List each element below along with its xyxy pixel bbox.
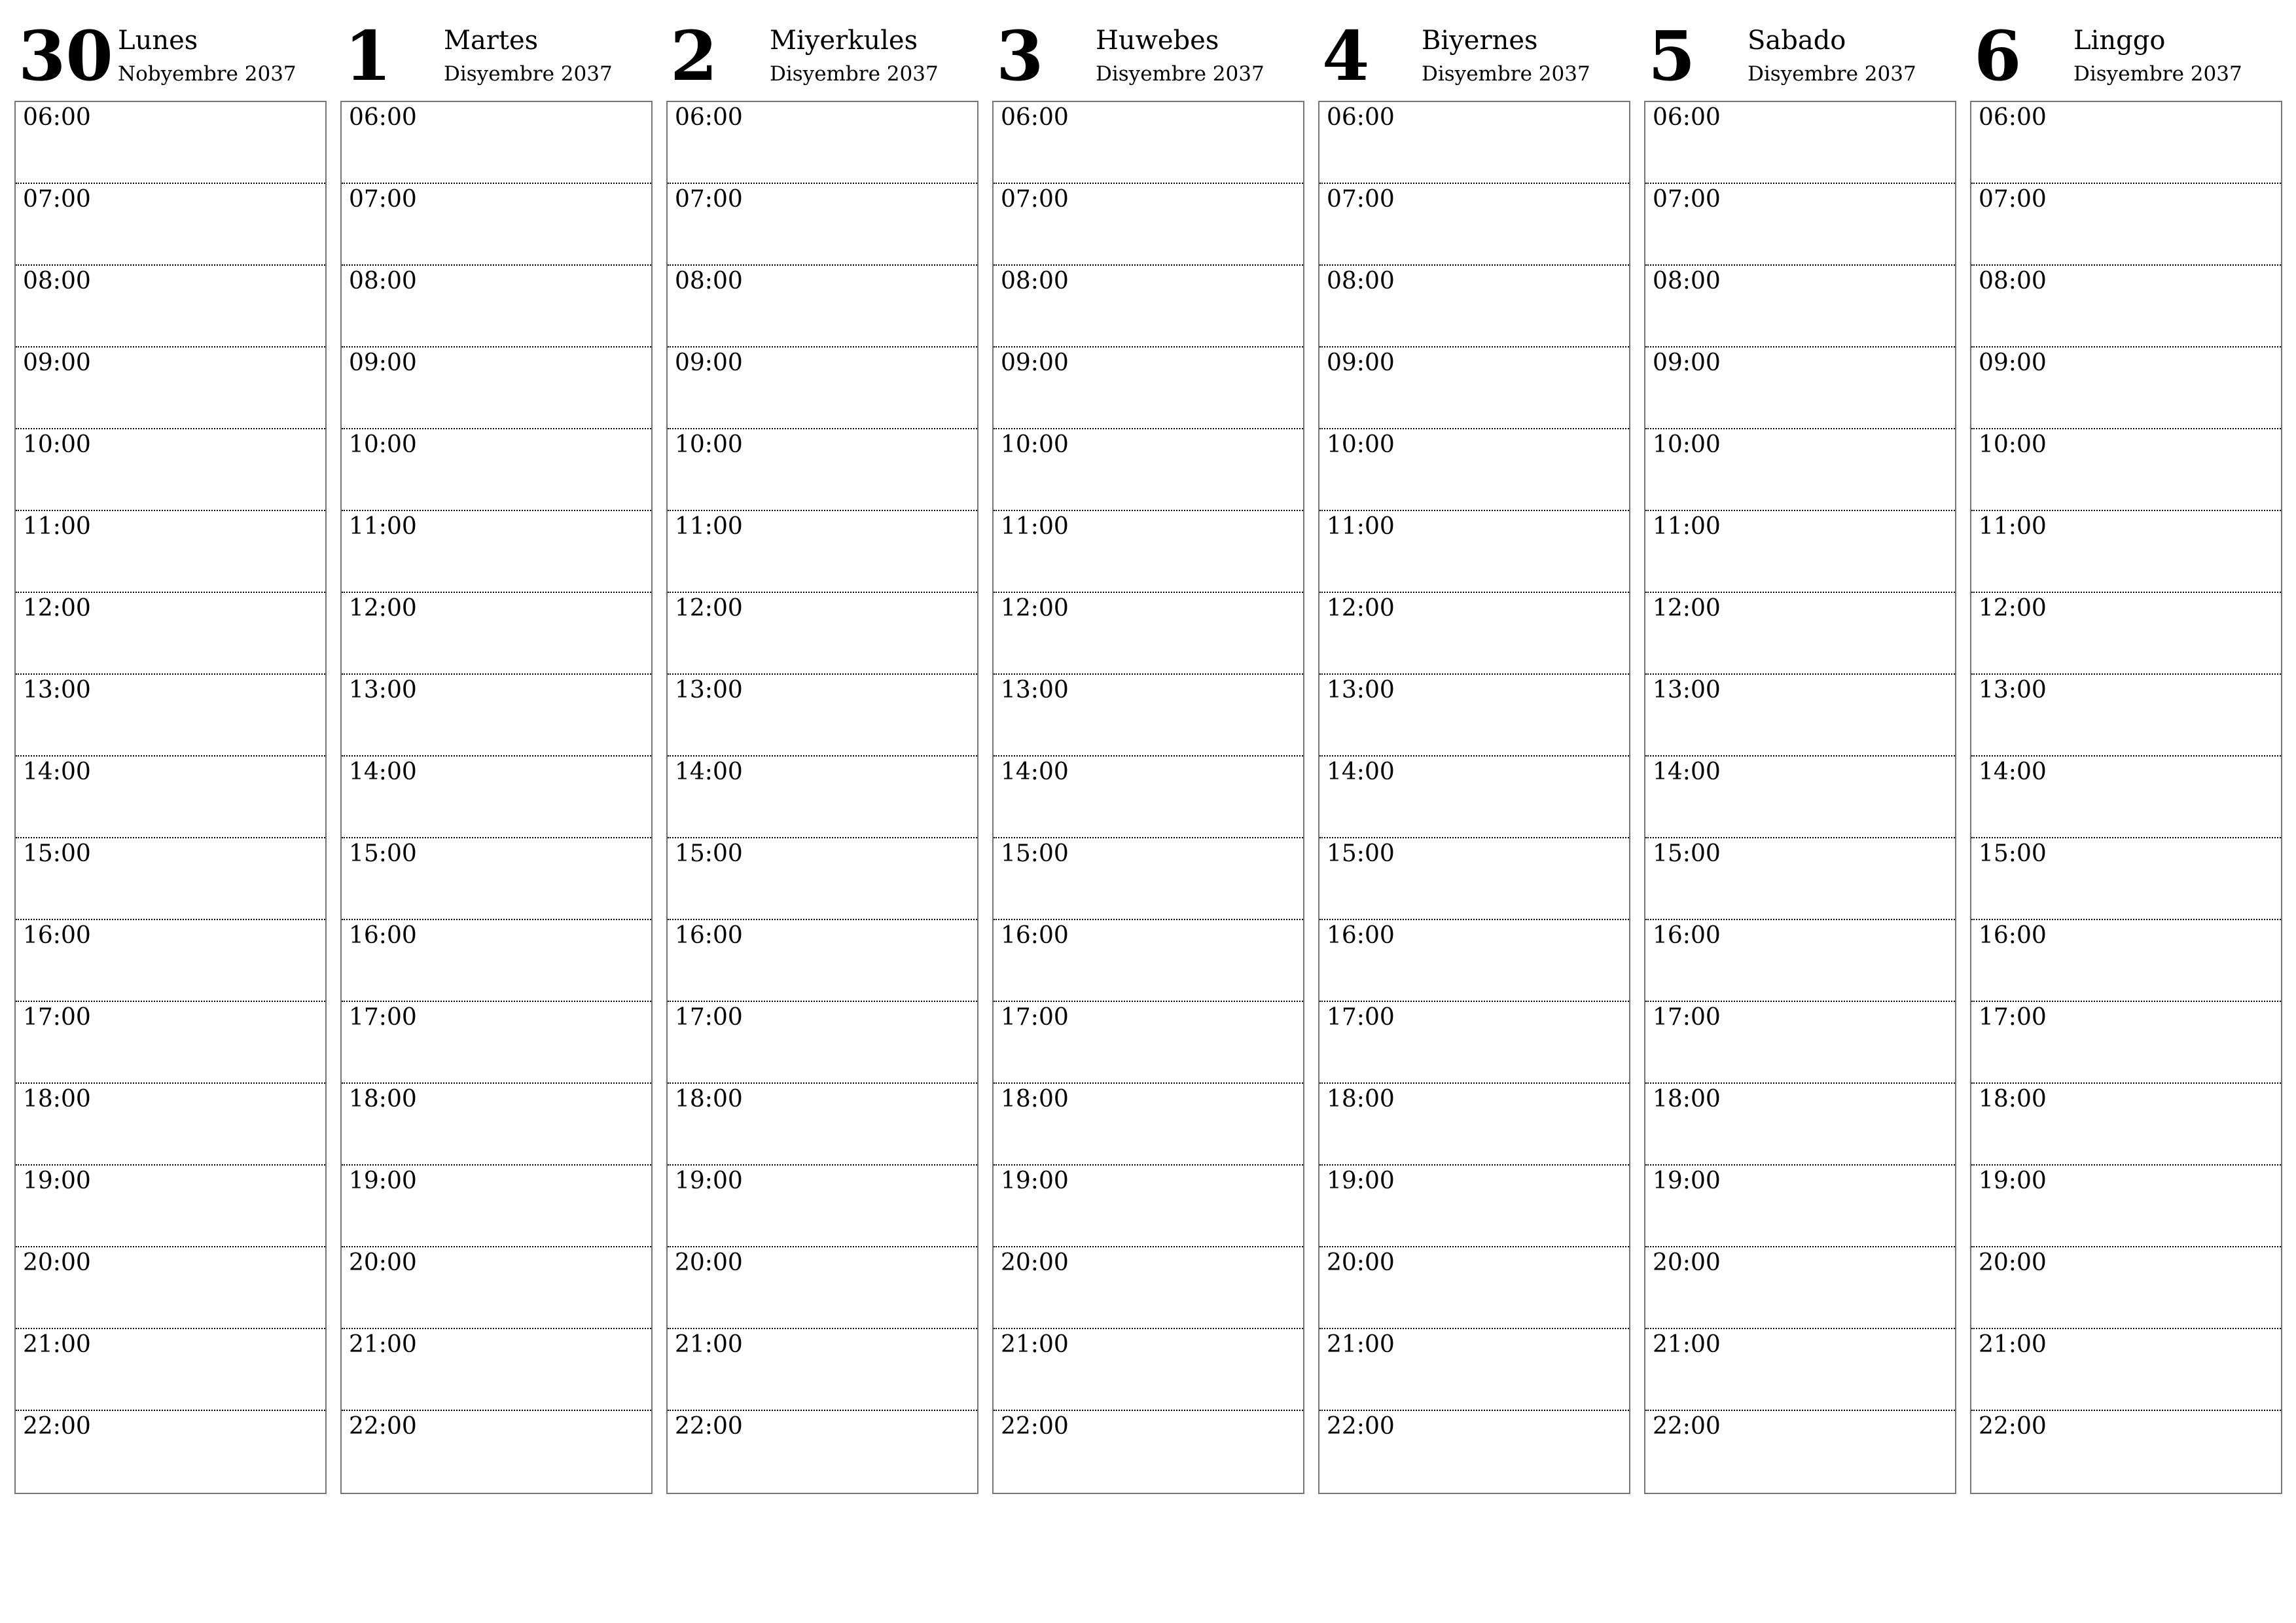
time-label: 09:00 <box>349 349 417 376</box>
time-slot <box>16 184 325 266</box>
time-label: 11:00 <box>1979 513 2047 540</box>
time-label: 21:00 <box>1001 1331 1069 1358</box>
time-slot <box>1645 1084 1955 1166</box>
time-label: 08:00 <box>1979 268 2047 294</box>
time-slot <box>668 266 977 348</box>
time-slot <box>342 593 651 675</box>
time-slot <box>1971 1247 2281 1329</box>
time-label: 22:00 <box>349 1413 417 1440</box>
time-label: 06:00 <box>349 104 417 131</box>
time-label: 14:00 <box>675 758 743 785</box>
time-label: 06:00 <box>1979 104 2047 131</box>
time-label: 07:00 <box>23 186 91 213</box>
time-label: 06:00 <box>1327 104 1395 131</box>
time-label: 13:00 <box>1327 677 1395 704</box>
time-label: 16:00 <box>23 922 91 949</box>
time-slot <box>342 1002 651 1084</box>
time-label: 16:00 <box>1327 922 1395 949</box>
time-slot <box>994 266 1303 348</box>
time-label: 21:00 <box>1327 1331 1395 1358</box>
time-slot <box>668 1084 977 1166</box>
time-label: 10:00 <box>1979 431 2047 458</box>
time-label: 11:00 <box>1653 513 1721 540</box>
time-slot <box>1971 511 2281 593</box>
day-schedule-box <box>992 101 1304 1494</box>
time-label: 11:00 <box>1001 513 1069 540</box>
time-label: 08:00 <box>675 268 743 294</box>
time-label: 07:00 <box>675 186 743 213</box>
time-label: 19:00 <box>675 1168 743 1194</box>
time-label: 11:00 <box>349 513 417 540</box>
time-label: 12:00 <box>349 595 417 622</box>
time-slot <box>342 675 651 757</box>
day-name: Miyerkules <box>770 26 918 56</box>
time-label: 08:00 <box>1327 268 1395 294</box>
time-slot <box>342 348 651 429</box>
time-label: 20:00 <box>1001 1249 1069 1276</box>
time-label: 13:00 <box>1001 677 1069 704</box>
time-slot <box>1645 1002 1955 1084</box>
time-slot <box>16 757 325 838</box>
time-label: 14:00 <box>23 758 91 785</box>
time-label: 13:00 <box>349 677 417 704</box>
time-slot <box>342 429 651 511</box>
time-label: 10:00 <box>1001 431 1069 458</box>
time-label: 21:00 <box>1979 1331 2047 1358</box>
time-label: 07:00 <box>1979 186 2047 213</box>
day-month-year: Disyembre 2037 <box>1096 62 1265 86</box>
time-slot <box>994 348 1303 429</box>
time-slot <box>16 102 325 184</box>
time-label: 15:00 <box>1327 840 1395 867</box>
time-slot <box>1645 266 1955 348</box>
time-slot <box>994 511 1303 593</box>
time-slot <box>1319 675 1629 757</box>
time-label: 11:00 <box>23 513 91 540</box>
day-schedule-box <box>1318 101 1630 1494</box>
time-label: 18:00 <box>1653 1086 1721 1113</box>
time-label: 06:00 <box>1653 104 1721 131</box>
time-label: 22:00 <box>675 1413 743 1440</box>
time-label: 21:00 <box>675 1331 743 1358</box>
time-label: 12:00 <box>1653 595 1721 622</box>
time-slot <box>668 348 977 429</box>
time-label: 08:00 <box>23 268 91 294</box>
time-slot <box>668 184 977 266</box>
time-slot <box>994 593 1303 675</box>
time-slot <box>1319 348 1629 429</box>
time-slot <box>994 1329 1303 1411</box>
time-slot <box>1971 266 2281 348</box>
time-slot <box>1645 920 1955 1002</box>
time-label: 18:00 <box>1979 1086 2047 1113</box>
time-slot <box>1319 1247 1629 1329</box>
time-slot <box>1971 1411 2281 1493</box>
time-slot <box>342 1247 651 1329</box>
day-month-year: Nobyembre 2037 <box>118 62 296 86</box>
time-slot <box>342 1411 651 1493</box>
time-slot <box>342 838 651 920</box>
time-slot <box>1971 838 2281 920</box>
time-label: 15:00 <box>1979 840 2047 867</box>
time-slot <box>1971 757 2281 838</box>
time-label: 17:00 <box>349 1004 417 1031</box>
time-label: 10:00 <box>675 431 743 458</box>
time-label: 19:00 <box>1653 1168 1721 1194</box>
time-label: 18:00 <box>675 1086 743 1113</box>
time-slot <box>668 429 977 511</box>
time-slot <box>16 1084 325 1166</box>
time-slot <box>668 511 977 593</box>
time-label: 18:00 <box>349 1086 417 1113</box>
time-slot <box>16 511 325 593</box>
time-label: 20:00 <box>23 1249 91 1276</box>
day-header <box>666 0 978 101</box>
time-slot <box>1645 511 1955 593</box>
time-label: 16:00 <box>1979 922 2047 949</box>
day-name: Biyernes <box>1422 26 1538 56</box>
time-slot <box>16 429 325 511</box>
time-label: 16:00 <box>349 922 417 949</box>
day-month-year: Disyembre 2037 <box>770 62 939 86</box>
time-slot <box>668 757 977 838</box>
time-label: 18:00 <box>23 1086 91 1113</box>
time-slot <box>994 102 1303 184</box>
time-slot <box>342 920 651 1002</box>
time-slot <box>16 920 325 1002</box>
time-label: 15:00 <box>1653 840 1721 867</box>
time-slot <box>994 1247 1303 1329</box>
time-slot <box>1971 1329 2281 1411</box>
time-label: 20:00 <box>1979 1249 2047 1276</box>
day-month-year: Disyembre 2037 <box>444 62 613 86</box>
time-label: 10:00 <box>349 431 417 458</box>
day-name: Sabado <box>1748 26 1846 56</box>
time-slot <box>1645 1247 1955 1329</box>
time-slot <box>994 757 1303 838</box>
time-label: 22:00 <box>1979 1413 2047 1440</box>
time-slot <box>1971 675 2281 757</box>
time-label: 20:00 <box>1653 1249 1721 1276</box>
time-slot <box>1645 675 1955 757</box>
time-label: 18:00 <box>1327 1086 1395 1113</box>
time-slot <box>1971 1002 2281 1084</box>
day-month-year: Disyembre 2037 <box>1748 62 1916 86</box>
time-slot <box>1645 102 1955 184</box>
time-slot <box>1971 1084 2281 1166</box>
time-label: 11:00 <box>675 513 743 540</box>
time-label: 09:00 <box>1653 349 1721 376</box>
day-name: Huwebes <box>1096 26 1219 56</box>
time-label: 13:00 <box>23 677 91 704</box>
time-label: 10:00 <box>1653 431 1721 458</box>
time-slot <box>342 1166 651 1247</box>
time-slot <box>16 593 325 675</box>
time-label: 07:00 <box>1327 186 1395 213</box>
time-slot <box>1319 757 1629 838</box>
time-label: 17:00 <box>1653 1004 1721 1031</box>
time-label: 17:00 <box>1327 1004 1395 1031</box>
time-label: 09:00 <box>1327 349 1395 376</box>
time-slot <box>994 838 1303 920</box>
time-slot <box>1319 184 1629 266</box>
time-slot <box>1319 1329 1629 1411</box>
time-slot <box>1645 838 1955 920</box>
time-label: 22:00 <box>1001 1413 1069 1440</box>
time-label: 17:00 <box>1979 1004 2047 1031</box>
time-label: 07:00 <box>1001 186 1069 213</box>
time-slot <box>342 1084 651 1166</box>
time-slot <box>1645 429 1955 511</box>
day-name: Martes <box>444 26 539 56</box>
time-label: 22:00 <box>23 1413 91 1440</box>
time-slot <box>1319 429 1629 511</box>
day-header <box>992 0 1304 101</box>
time-slot <box>668 1247 977 1329</box>
time-slot <box>16 266 325 348</box>
time-label: 21:00 <box>349 1331 417 1358</box>
time-slot <box>1645 593 1955 675</box>
time-slot <box>1645 757 1955 838</box>
time-slot <box>16 1247 325 1329</box>
time-slot <box>1319 838 1629 920</box>
time-label: 12:00 <box>675 595 743 622</box>
time-slot <box>994 920 1303 1002</box>
time-label: 16:00 <box>675 922 743 949</box>
time-slot <box>994 184 1303 266</box>
time-label: 19:00 <box>1327 1168 1395 1194</box>
time-slot <box>16 1002 325 1084</box>
time-slot <box>668 1002 977 1084</box>
time-label: 06:00 <box>1001 104 1069 131</box>
day-header <box>1318 0 1630 101</box>
time-slot <box>668 675 977 757</box>
time-slot <box>994 1084 1303 1166</box>
time-slot <box>1319 920 1629 1002</box>
time-slot <box>342 184 651 266</box>
time-slot <box>342 757 651 838</box>
time-slot <box>994 1411 1303 1493</box>
time-label: 06:00 <box>675 104 743 131</box>
time-slot <box>994 1166 1303 1247</box>
time-slot <box>668 1329 977 1411</box>
time-label: 19:00 <box>349 1168 417 1194</box>
time-slot <box>1645 184 1955 266</box>
time-slot <box>1645 348 1955 429</box>
time-slot <box>1319 593 1629 675</box>
time-slot <box>1971 429 2281 511</box>
time-slot <box>1319 1166 1629 1247</box>
time-slot <box>668 102 977 184</box>
time-slot <box>16 1329 325 1411</box>
time-label: 15:00 <box>349 840 417 867</box>
time-slot <box>668 593 977 675</box>
time-slot <box>994 1002 1303 1084</box>
time-label: 13:00 <box>675 677 743 704</box>
day-number: 3 <box>996 16 1044 96</box>
day-header <box>1970 0 2282 101</box>
time-label: 12:00 <box>1979 595 2047 622</box>
time-slot <box>342 511 651 593</box>
day-number: 1 <box>344 16 392 96</box>
day-name: Lunes <box>118 26 198 56</box>
day-header <box>14 0 327 101</box>
time-label: 10:00 <box>23 431 91 458</box>
day-number: 4 <box>1322 16 1370 96</box>
time-label: 07:00 <box>349 186 417 213</box>
time-label: 14:00 <box>349 758 417 785</box>
time-label: 19:00 <box>1979 1168 2047 1194</box>
time-slot <box>1645 1166 1955 1247</box>
day-number: 5 <box>1648 16 1696 96</box>
day-schedule-box <box>666 101 978 1494</box>
time-label: 08:00 <box>1653 268 1721 294</box>
day-schedule-box <box>1644 101 1956 1494</box>
time-slot <box>668 1411 977 1493</box>
time-label: 07:00 <box>1653 186 1721 213</box>
time-slot <box>1319 1084 1629 1166</box>
time-label: 14:00 <box>1979 758 2047 785</box>
time-label: 19:00 <box>23 1168 91 1194</box>
time-label: 20:00 <box>349 1249 417 1276</box>
time-slot <box>1971 102 2281 184</box>
time-label: 20:00 <box>1327 1249 1395 1276</box>
time-label: 22:00 <box>1327 1413 1395 1440</box>
time-label: 21:00 <box>1653 1331 1721 1358</box>
time-label: 12:00 <box>1327 595 1395 622</box>
day-name: Linggo <box>2073 26 2166 56</box>
time-slot <box>16 348 325 429</box>
time-slot <box>1319 266 1629 348</box>
time-slot <box>1971 348 2281 429</box>
time-label: 22:00 <box>1653 1413 1721 1440</box>
time-label: 10:00 <box>1327 431 1395 458</box>
time-label: 14:00 <box>1653 758 1721 785</box>
time-label: 19:00 <box>1001 1168 1069 1194</box>
time-slot <box>994 675 1303 757</box>
time-slot <box>1319 511 1629 593</box>
time-slot <box>668 1166 977 1247</box>
day-header <box>340 0 653 101</box>
time-label: 09:00 <box>1979 349 2047 376</box>
time-slot <box>1971 184 2281 266</box>
time-slot <box>16 1411 325 1493</box>
day-number: 30 <box>18 16 113 96</box>
time-slot <box>1645 1329 1955 1411</box>
time-label: 17:00 <box>675 1004 743 1031</box>
time-label: 08:00 <box>1001 268 1069 294</box>
day-header <box>1644 0 1956 101</box>
time-slot <box>1319 1002 1629 1084</box>
time-label: 15:00 <box>1001 840 1069 867</box>
time-slot <box>1971 593 2281 675</box>
time-slot <box>1971 1166 2281 1247</box>
time-label: 14:00 <box>1327 758 1395 785</box>
day-number: 6 <box>1974 16 2022 96</box>
time-label: 15:00 <box>675 840 743 867</box>
time-label: 17:00 <box>23 1004 91 1031</box>
time-label: 09:00 <box>1001 349 1069 376</box>
time-label: 13:00 <box>1979 677 2047 704</box>
time-label: 14:00 <box>1001 758 1069 785</box>
time-slot <box>16 838 325 920</box>
time-label: 18:00 <box>1001 1086 1069 1113</box>
time-slot <box>16 1166 325 1247</box>
time-slot <box>1319 1411 1629 1493</box>
time-label: 17:00 <box>1001 1004 1069 1031</box>
time-slot <box>994 429 1303 511</box>
time-slot <box>16 675 325 757</box>
time-label: 15:00 <box>23 840 91 867</box>
time-label: 20:00 <box>675 1249 743 1276</box>
day-month-year: Disyembre 2037 <box>2073 62 2242 86</box>
time-label: 09:00 <box>23 349 91 376</box>
day-schedule-box <box>340 101 653 1494</box>
day-schedule-box <box>14 101 327 1494</box>
time-label: 13:00 <box>1653 677 1721 704</box>
time-label: 11:00 <box>1327 513 1395 540</box>
time-slot <box>1971 920 2281 1002</box>
time-slot <box>1645 1411 1955 1493</box>
time-slot <box>342 102 651 184</box>
time-label: 16:00 <box>1653 922 1721 949</box>
time-label: 12:00 <box>1001 595 1069 622</box>
time-slot <box>668 920 977 1002</box>
time-label: 08:00 <box>349 268 417 294</box>
time-slot <box>342 266 651 348</box>
time-label: 21:00 <box>23 1331 91 1358</box>
time-slot <box>668 838 977 920</box>
time-label: 12:00 <box>23 595 91 622</box>
day-schedule-box <box>1970 101 2282 1494</box>
time-label: 06:00 <box>23 104 91 131</box>
time-slot <box>342 1329 651 1411</box>
time-label: 09:00 <box>675 349 743 376</box>
time-slot <box>1319 102 1629 184</box>
day-month-year: Disyembre 2037 <box>1422 62 1590 86</box>
time-label: 16:00 <box>1001 922 1069 949</box>
day-number: 2 <box>670 16 718 96</box>
